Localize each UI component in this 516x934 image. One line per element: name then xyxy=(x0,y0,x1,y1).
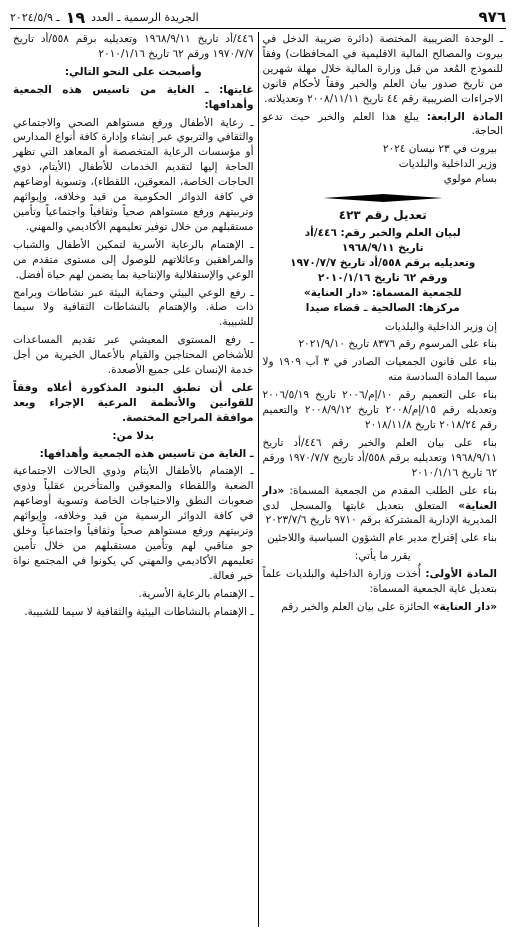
article-four xyxy=(263,110,504,140)
new-purpose-children-care: ـ رعاية الأطفال ورفع مستواهم الصحي والاجتماعي والثقافي والتربوي عبر إنشاء وإدارة كافة أنواع المدارس أو مؤسسات الرعاية المتخصصة أو المعاهد التي تظهر الحاجة إليها لتقديم الخدمات للأطفال (الأيتام، ذوي الحاجات الخاصة، المعوقين، اللقطاء)، وتسوية أوضاعهم في كافة الدوائر الحكومية من قيد وخلافه، وإيوائهم وتربيتهم ورفع مستواهم صحياً وثقافياً واجتماعياً وتأمين مستقبلهم من خلال توفير تعليمهم الأكاديمي والمهني. xyxy=(13,116,254,233)
association-name: «دار العناية» xyxy=(262,484,497,512)
old-purpose-environment: ـ الإهتمام بالنشاطات البيئية والثقافية لا سيما للشبيبة. xyxy=(24,605,254,618)
became-as-follows: وأصبحت على النحو التالي: xyxy=(64,65,202,78)
gazette-name: الجريدة الرسمية ـ العدد xyxy=(91,11,199,25)
signature-title: وزير الداخلية والبلديات xyxy=(398,158,497,171)
request-pre: بناء على الطلب المقدم من الجمعية المسماة: xyxy=(284,484,497,497)
old-purpose-family-care: ـ الإهتمام بالرعاية الأسرية. xyxy=(138,587,254,600)
association-reference xyxy=(263,600,504,615)
association-reference-text: الحائزة على بيان العلم والخبر رقم xyxy=(281,600,433,613)
based-on-request xyxy=(263,484,504,529)
based-on-proposal: بناء على إقتراح مدير عام الشؤون السياسية واللاجئين xyxy=(267,532,497,545)
article-four-text: يبلغ هذا العلم والخبر حيث تدعو الحاجة. xyxy=(262,110,503,138)
gazette-info xyxy=(10,7,199,30)
right-column xyxy=(260,32,507,927)
new-purpose-heading: غايتها: ـ الغاية من تاسيس هذه الجمعية وأهدافها: xyxy=(13,83,254,111)
decision-line-3: وتعديليه برقم ٥٥٨/أد تاريخ ١٩٧٠/٧/٧ xyxy=(290,256,476,269)
article-four-label: المادة الرابعة: xyxy=(426,110,504,123)
decision-line-5: للجمعية المسماة: «دار العناية» xyxy=(303,286,462,299)
page-number-block xyxy=(479,7,506,28)
old-purpose-heading: ـ الغاية من تاسيس هذه الجمعية وأهدافها: xyxy=(39,447,254,460)
article-one-text: أُخذت وزارة الداخلية والبلديات علماً بتعديل غاية الجمعية المسماة: xyxy=(262,568,497,596)
statement-continuation: ٤٤٦/أد تاريخ ١٩٦٨/٩/١١ وتعديليه برقم ٥٥٨/أد تاريخ ١٩٧٠/٧/٧ ورقم ٦٢ تاريخ ٢٠١٠/١/١٦ xyxy=(13,33,254,60)
column-divider xyxy=(258,32,259,927)
new-purpose-environment: ـ رفع الوعي البيئي وحماية البيئة عبر نشاطات وبرامج ذات صلة. والإهتمام بالنشاطات الثقافية ولا سيما للشبيبة. xyxy=(13,286,254,329)
tax-unit-paragraph: ـ الوحدة الضريبية المختصة (دائرة ضريبة الدخل في بيروت والمصالح المالية الاقليمية في المحافظات) وفقاً للنموذج المُعد من قبل وزارة المالية خلال مهلة شهرين من تاريخ صدور بيان العلم والخبر وفقاً لأحكام قانون الاجراءات الضريبية رقم ٤٤ تاريخ ٢٠٠٨/١١/١١ وتعديلاته. xyxy=(262,33,503,105)
new-purpose-living-standard: ـ رفع المستوى المعيشي عبر تقديم المساعدات للأشخاص المحتاجين والقيام بالأعمال الخيرية من أجل خدمة الإنسان على جميع الأصعدة. xyxy=(13,334,254,377)
decision-title: تعديل رقم ٤٢٣ xyxy=(338,208,427,223)
decision-line-1: لبيان العلم والخبر رقم: ٤٤٦/أد xyxy=(304,227,461,240)
instead-of-heading: بدلا من: xyxy=(112,429,155,442)
article-one-label: المادة الأولى: xyxy=(425,568,497,581)
decision-line-4: ورقم ٦٢ تاريخ ٢٠١٠/١/١٦ xyxy=(318,271,448,284)
article-one xyxy=(263,567,504,597)
based-on-decree: بناء على المرسوم رقم ٨٣٧٦ تاريخ ٢٠٢١/٩/١٠ xyxy=(298,338,497,351)
new-purpose-family-care: ـ الإهتمام بالرعاية الأسرية لتمكين الأطفال والشباب والمراهقين وعائلاتهم للوصول إلى مستوى متقدم من الوعي والإستقلالية والإنتاجية بما يضمن لهم حياة أفضل. xyxy=(13,238,254,281)
issue-number: ١٩ xyxy=(65,7,86,27)
section-divider-ornament xyxy=(263,193,504,203)
association-name-2: «دار العناية» xyxy=(432,600,497,613)
decision-line-6: مركزها: الصالحية ـ قضاء صيدا xyxy=(305,301,460,314)
based-on-circular: بناء على التعميم رقم ١٠/إم/٢٠٠٦ تاريخ ٢٠٠٦/٥/١٩ وتعديله رقم ١٥/إم/٢٠٠٨ تاريخ ٢٠٠٨/٩/١٢ والتعميم رقم ٢٠١٨/٢٤ تاريخ ٢٠١٨/١١/٨ xyxy=(262,389,497,431)
old-purpose-orphans: ـ الإهتمام بالأطفال الأيتام وذوي الحالات الاجتماعية الصعبة واللقطاء والمعوقين والمتأخرين عقلياً وذوي صعوبات النطق والاحتياجات الخاصة وتسوية أوضاعهم في كافة الدوائر الرسمية من قيد وخلافه، وإيوائهم وتربيتهم ورفع مستواهم صحياً وثقافياً واجتماعياً وخلق جو مناقبي لهم وتأمين مستقبلهم من خلال تأمين تعليمهم الأكاديمي والمهني كي يكونوا في المجتمع نواة خير فعالة. xyxy=(13,465,254,582)
ornament-icon xyxy=(323,193,443,203)
page-header xyxy=(10,8,506,29)
minister-intro: إن وزير الداخلية والبلديات xyxy=(384,320,497,333)
based-on-statement: بناء على بيان العلم والخبر رقم ٤٤٦/أد تاريخ ١٩٦٨/٩/١١ وتعديليه برقم ٥٥٨/أد تاريخ ١٩٧٠/٧/٧ ورقم ٦٢ تاريخ ٢٠١٠/١/١٦ xyxy=(262,436,497,479)
application-condition: على أن تطبق البنود المذكورة أعلاه وفقاً للقوانين والأنظمة المرعية الإجراء وبعد موافقة المراجع المختصة. xyxy=(13,381,254,424)
decision-line-2: تاريخ ١٩٦٨/٩/١١ xyxy=(341,242,424,254)
left-column xyxy=(10,32,257,927)
issue-date: ـ ٢٠٢٤/٥/٩ xyxy=(10,11,60,25)
request-post: المتعلق بتعديل غايتها والمسجل لدى المديرية الإدارية المشتركة برقم ٩٧١٠ تاريخ ٢٠٢٣/٧/٦ xyxy=(262,499,497,527)
based-on-law: بناء على قانون الجمعيات الصادر في ٣ آب ١٩٠٩ ولا سيما المادة السادسة منه xyxy=(262,356,497,384)
signature-date: بيروت في ٢٣ نيسان ٢٠٢٤ xyxy=(382,143,497,156)
page-number: ٩٧٦ xyxy=(478,8,506,27)
two-column-body xyxy=(10,32,506,927)
decides-heading: يقرر ما يأتي: xyxy=(354,550,411,563)
signature-name: بسام مولوي xyxy=(443,173,497,186)
